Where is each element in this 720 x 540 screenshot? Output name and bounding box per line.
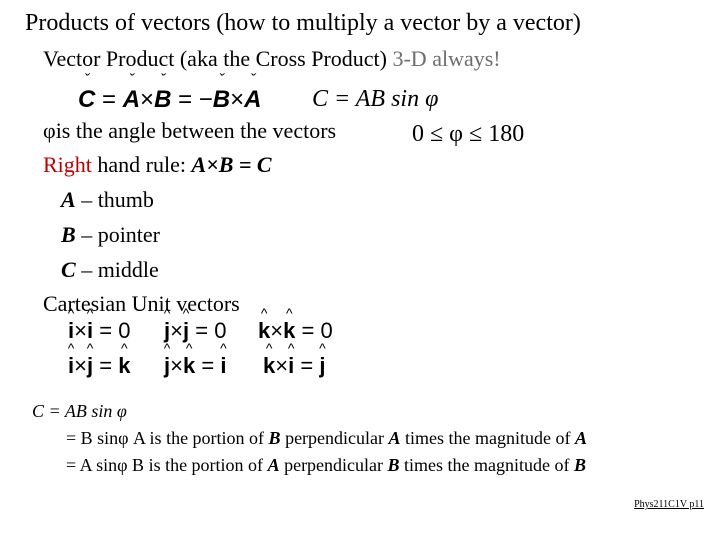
phi-definition: φis the angle between the vectors	[43, 118, 337, 143]
vector-b2: ˇ B	[213, 86, 230, 114]
angle-range: 0 ≤ φ ≤ 180	[412, 121, 525, 147]
vector-a2: ˇ A	[244, 86, 261, 114]
explain-line-3: = A sinφ B is the portion of A perpendicular B times the magnitude of B	[66, 455, 587, 475]
unit-product-ii: ^ i×^ i = 0	[68, 318, 130, 344]
slide-title: Products of vectors (how to multiply a vector by a vector)	[25, 10, 581, 36]
cross-product-label: Vector Product (aka the Cross Product)	[43, 46, 387, 71]
slide-footer: Phys211C1V p11	[634, 499, 704, 510]
finger-b: B – pointer	[61, 222, 161, 247]
right-word: Right	[43, 152, 92, 177]
right-hand-rule: Right hand rule: A×B = C	[43, 152, 272, 177]
finger-c: C – middle	[61, 257, 159, 282]
vector-a: ˇ A	[123, 86, 140, 114]
finger-a: A – thumb	[61, 187, 154, 212]
unit-product-ij: ^ i×^ j = ^ k	[68, 353, 130, 379]
unit-product-kk: ^ k×^ k = 0	[258, 318, 333, 344]
vector-b: ˇ B	[154, 86, 171, 114]
vector-c: ˇ C	[78, 86, 95, 114]
unit-product-ki: ^ k×^ i = ^ j	[263, 353, 325, 379]
three-d-note: 3-D always!	[392, 46, 501, 71]
unit-product-jj: ^ j×^ j = 0	[164, 318, 226, 344]
cartesian-label: Cartesian Unit vectors	[43, 291, 240, 316]
unit-product-jk: ^ j×^ k = ^ i	[164, 353, 226, 379]
explain-line-1: C = AB sin φ	[32, 401, 127, 421]
cross-product-equation: ˇ C = ˇ A×ˇ B = −ˇ B×ˇ A	[78, 86, 261, 114]
magnitude-equation: C = AB sin φ	[312, 86, 439, 112]
cross-product-heading	[43, 46, 501, 72]
right-hand-expr: A×B = C	[191, 152, 272, 177]
explain-line-2: = B sinφ A is the portion of B perpendicular A times the magnitude of A	[66, 428, 588, 448]
